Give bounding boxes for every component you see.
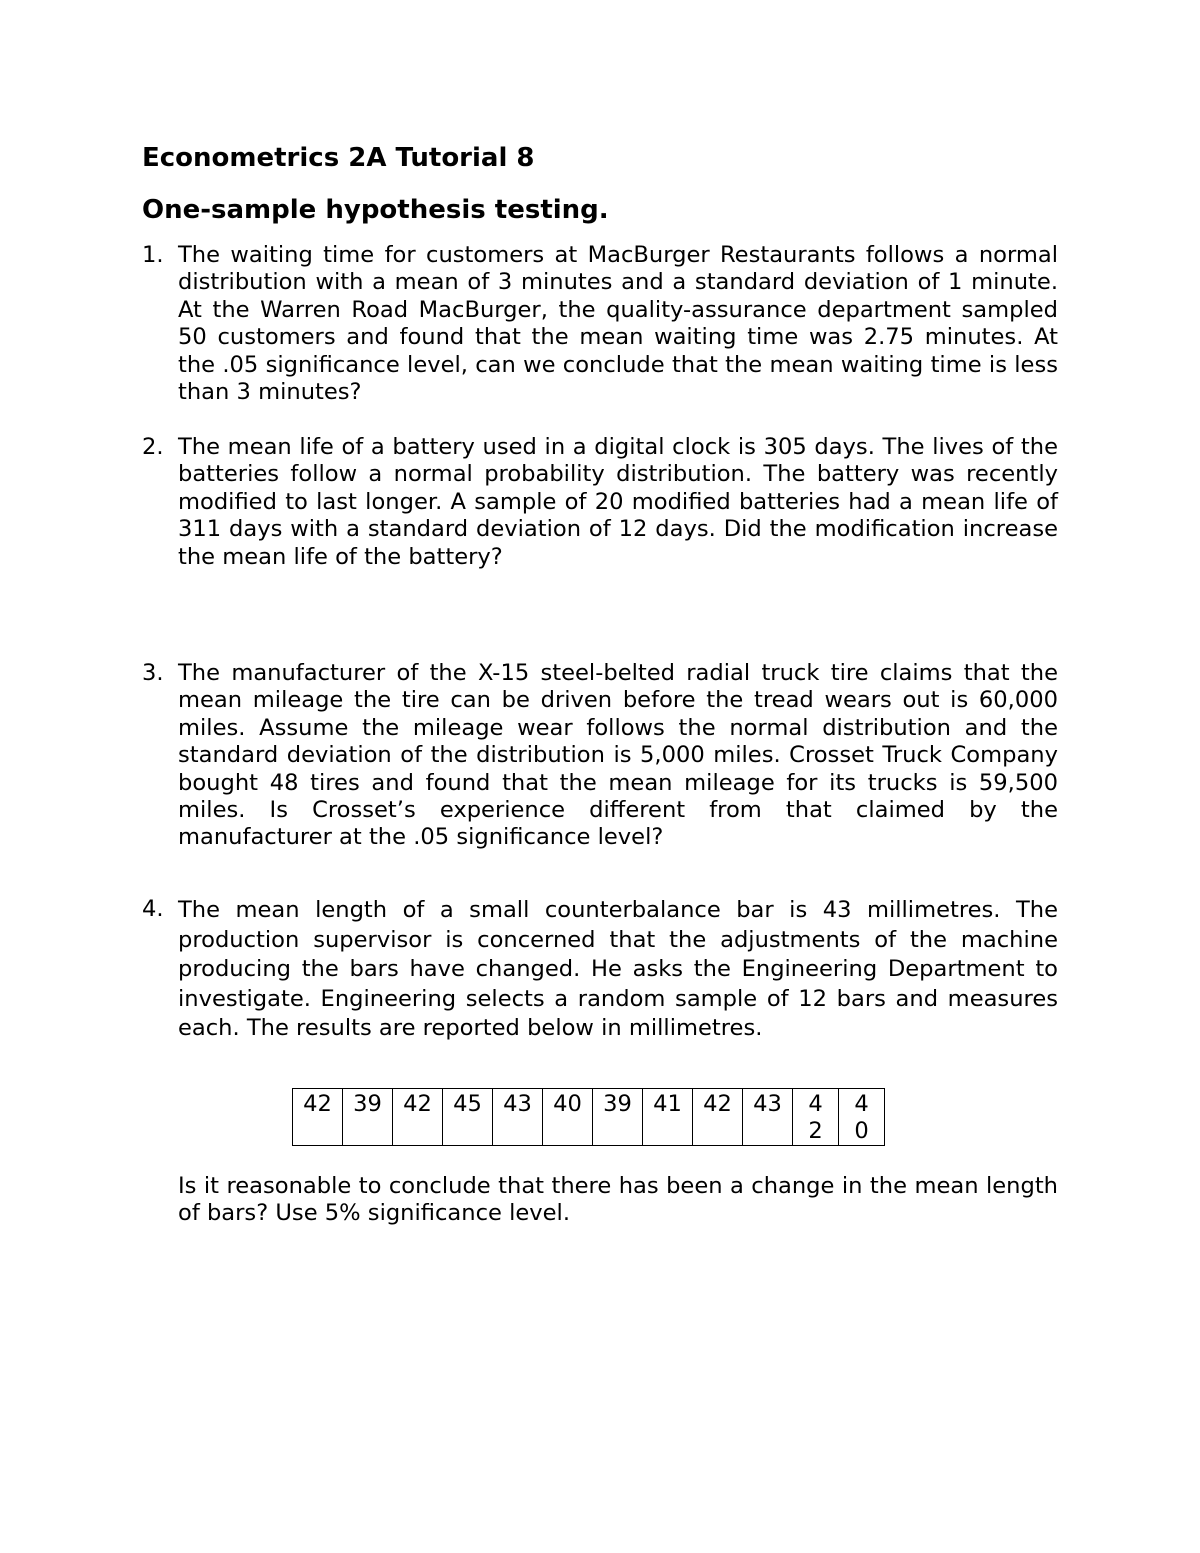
table-cell: 43	[743, 1089, 793, 1146]
question-number: 1.	[142, 242, 164, 268]
table-cell: 42	[693, 1089, 743, 1146]
table-cell: 40	[839, 1089, 885, 1146]
table-cell: 39	[593, 1089, 643, 1146]
document-subtitle: One-sample hypothesis testing.	[142, 195, 609, 225]
table-cell: 42	[793, 1089, 839, 1146]
question-3	[142, 660, 1058, 852]
table-cell: 43	[493, 1089, 543, 1146]
question-2	[142, 434, 1058, 571]
document-title: Econometrics 2A Tutorial 8	[142, 143, 535, 173]
question-4-followup: Is it reasonable to conclude that there has been a change in the mean length of bars? Use 5% significance level.	[178, 1173, 1058, 1227]
question-text: The manufacturer of the X-15 steel-belted radial truck tire claims that the mean mileage the tire can be driven before the tread wears out is 60,000 miles. Assume the mileage wear follows the normal distribution and the standard deviation of the distribution is 5,000 miles. Crosset Truck Company bought 48 tires and found that the mean mileage for its trucks is 59,500 miles. Is Crosset’s experience different from that claimed by the manufacturer at the .05 significance level?	[178, 660, 1058, 851]
table-cell: 42	[293, 1089, 343, 1146]
question-number: 3.	[142, 660, 164, 686]
question-4	[142, 896, 1058, 1044]
table-cell: 41	[643, 1089, 693, 1146]
table-cell: 45	[443, 1089, 493, 1146]
table-cell: 40	[543, 1089, 593, 1146]
question-text: The mean length of a small counterbalance bar is 43 millimetres. The production supervisor is concerned that the adjustments of the machine producing the bars have changed. He asks the Engineering Department to investigate. Engineering selects a random sample of 12 bars and measures each. The results are reported below in millimetres.	[178, 897, 1058, 1042]
question-number: 2.	[142, 434, 164, 460]
measurements-table	[292, 1088, 885, 1146]
table-cell: 39	[343, 1089, 393, 1146]
table-row	[293, 1089, 885, 1146]
question-text: The waiting time for customers at MacBurger Restaurants follows a normal distribution with a mean of 3 minutes and a standard deviation of 1 minute. At the Warren Road MacBurger, the quality-assurance department sampled 50 customers and found that the mean waiting time was 2.75 minutes. At the .05 significance level, can we conclude that the mean waiting time is less than 3 minutes?	[178, 242, 1058, 406]
question-1	[142, 242, 1058, 406]
question-text: The mean life of a battery used in a digital clock is 305 days. The lives of the batteries follow a normal probability distribution. The battery was recently modified to last longer. A sample of 20 modified batteries had a mean life of 311 days with a standard deviation of 12 days. Did the modification increase the mean life of the battery?	[178, 434, 1058, 570]
question-number: 4.	[142, 896, 164, 922]
table-cell: 42	[393, 1089, 443, 1146]
